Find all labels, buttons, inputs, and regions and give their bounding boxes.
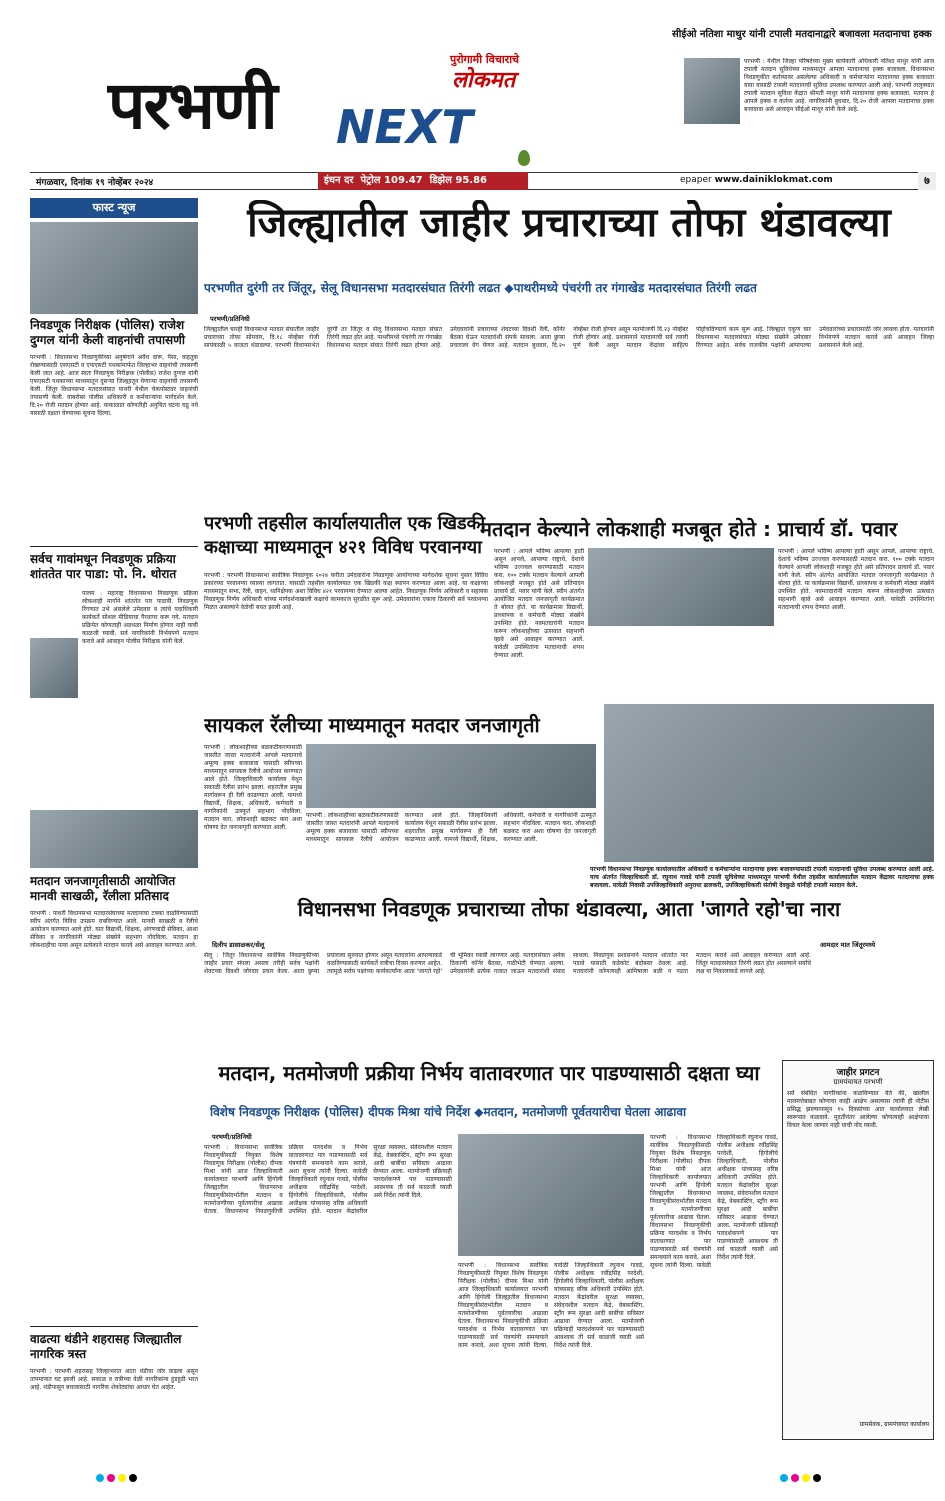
jagte-byline-2: आमदार मात जिंतूरमध्ये bbox=[820, 941, 876, 949]
top-right-headline: सीईओ नतिशा माथुर यांनी टपाली मतदानाद्वारे बजावला मतदानाचा हक्क bbox=[672, 29, 932, 40]
magenta-dot bbox=[107, 1474, 115, 1482]
cycle-body: परभणी : लोकशाहीच्या बळकटीकरणासाठी जास्तीत जास्त मतदारांनी आपले मतदानाचे अमूल्य हक्क बजावावा यासाठी स्वीपच्या माध्यमातून सायकल रॅलीचे आयोजन करण्यात आले होते. जिल्हाधिकारी कार्यालय येथून सकाळी रॅलीस प्रारंभ झाला. शहरातील प्रमुख मार्गावरून ही रॅली काढण्यात आली. यामध्ये विद्यार्थी, शिक्षक, अधिकारी, कर्मचारी व नागरिकांनी उत्स्फूर्त सहभाग नोंदविला. मतदान करा, लोकशाही बळकट करा अशा घोषणा देत जनजागृती करण्यात आली. bbox=[204, 744, 302, 831]
cyan-dot bbox=[780, 1474, 788, 1482]
tehsil-headline: परभणी तहसील कार्यालयातील एक खिडकी कक्षाच्या माध्यमातून ४२१ विविध परवानग्या bbox=[204, 513, 486, 558]
yellow-dot bbox=[118, 1474, 126, 1482]
sidebar-body-4: परभणी : परभणी शहरासह जिल्हाभरात आता थंडीचा जोर वाढला असून तापमानात घट झाली आहे. सकाळ व रात्रीच्या वेळी नागरिकांना हुडहुडी भरत आहे. थंडीपासून बचावासाठी नागरिक शेकोट्यांचा आधार घेत आहेत. bbox=[30, 1368, 198, 1391]
bottom-deck: विशेष निवडणूक निरीक्षक (पोलिस) दीपक मिश्रा यांचे निर्देश ◆मतदान, मतमोजणी पूर्वतयारीचा घेतला आढावा bbox=[210, 1105, 687, 1119]
divider bbox=[30, 546, 198, 547]
fuel-rates bbox=[318, 172, 528, 190]
pawar-body: परभणी : आपले भविष्य आपल्या हाती असून आपले, आपल्या राष्ट्राचे, देशाचे भविष्य उज्ज्वल करण्यासाठी मतदान करा. १०० टक्के मतदान केल्याने आपली लोकशाही मजबूत होते असे प्रतिपादन प्राचार्य डॉ. पवार यांनी केले. स्वीप अंतर्गत आयोजित मतदार जनजागृती कार्यक्रमात ते बोलत होते. या कार्यक्रमास विद्यार्थी, प्राध्यापक व कर्मचारी मोठ्या संख्येने उपस्थित होते. नवमतदारांनी मतदान करून लोकशाहीच्या उत्सवात सहभागी व्हावे असे आवाहन करण्यात आले. यावेळी उपस्थितांना मतदानाची शपथ देण्यात आली. bbox=[494, 548, 584, 659]
tehsil-body: परभणी : परभणी विधानसभा सार्वत्रिक निवडणूक २०२४ करीता उमेदवारांना निवडणूक आयोगाच्या मार्गदर्शक सूचना नुसार विविध प्रकारच्या परवानग्या घ्याव्या लागतात. यासाठी तहसील कार्यालयात एक खिडकी कक्ष स्थापन करण्यात आला आहे. या कक्षाच्या माध्यमातून सभा, रॅली, वाहन, ध्वनिक्षेपक अशा विविध ४२१ परवानग्या देण्यात आल्या आहेत. निवडणूक निर्णय अधिकारी व सहायक निवडणूक निर्णय अधिकारी यांच्या मार्गदर्शनाखाली कक्षाचे कामकाज सुरळीत सुरू आहे. उमेदवारांना एकाच ठिकाणी सर्व परवानग्या मिळत असल्याने वेळेची बचत झाली आहे. bbox=[204, 572, 488, 611]
next-logo: NEXT bbox=[336, 100, 473, 154]
notice-body: सर्व संबंधित नागरिकांना कळविण्यात येते की, खालील मालमत्तेबाबत कोणाचा काही आक्षेप असल्यास त्यांनी ही नोटीस प्रसिद्ध झाल्यापासून १५ दिवसांच्या आत कार्यालयात लेखी स्वरूपात कळवावे. मुदतीनंतर आलेल्या कोणत्याही आक्षेपाचा विचार केला जाणार नाही याची नोंद घ्यावी. bbox=[787, 1090, 929, 1129]
cycle-headline: सायकल रॅलीच्या माध्यमातून मतदार जनजागृती bbox=[204, 713, 540, 737]
sidebar-body-1: परभणी : विधानसभा निवडणुकीच्या अनुषंगाने अवैध दारू, पैसा, वाहतूक रोखण्यासाठी एसएसटी व एफएसटी पथकांमार्फत जिल्हाभर वाहनांची तपासणी केली जात आहे. आज स्वतः निवडणूक निरीक्षक (पोलीस) राजेश दुग्गल यांनी एफएसटी पथकाच्या माध्यमातून दुसऱ्या जिल्ह्यातून येणाऱ्या वाहनांची तपासणी केली. जिंतूर विधानसभा मतदारसंघात पाथरी येथील चेकपोस्टवर वाहनांची तपासणी केली. याबरोबर पोलीस अधिकारी व कर्मचाऱ्यांना मार्गदर्शन केले. दि.२० रोजी मतदान होणार आहे. याकाळात कोणतीही अनुचित घटना घडू नये यासाठी दक्षता घेण्याच्या सूचना दिल्या. bbox=[30, 354, 198, 417]
epaper-link[interactable] bbox=[680, 175, 833, 185]
sidebar-body-3: परभणी : पाथरी विधानसभा मतदारसंघाच्या मतदानाचा टक्का वाढविण्यासाठी स्वीप अंतर्गत विविध उपक्रम राबविण्यात आले. मानवी साखळी व रॅलीचे आयोजन करण्यात आले होते. यात विद्यार्थी, शिक्षक, अंगणवाडी सेविका, आशा सेविका व नागरिकांनी मोठ्या संख्येने सहभाग नोंदविला. मतदान हा लोकशाहीचा पाया असून प्रत्येकाने मतदान करावे असे आवाहन करण्यात आले. bbox=[30, 910, 198, 949]
lead-body: जिल्ह्यातील चारही विधानसभा मतदार संघातील जाहीर प्रचाराच्या तोफा सोमवार, दि.१८ नोव्हेंबर रोजी सायंकाळी ५ वाजता थंडावल्या. परभणी विधानसभेत दुरंगी तर जिंतूर व सेलू विधानसभा मतदार संघात तिरंगी लढत होत आहे. पाथरीमध्ये पंचरंगी तर गंगाखेड विधानसभा मतदार संघात तिरंगी लढत होणार आहे. उमेदवारांनी प्रचाराच्या शेवटच्या दिवशी रॅली, कॉर्नर बैठका घेऊन मतदारांशी संपर्क साधला. आता छुप्या प्रचाराला वेग येणार आहे. मतदान बुधवार, दि.२० नोव्हेंबर रोजी होणार असून मतमोजणी दि.२३ नोव्हेंबर रोजी होणार आहे. प्रशासनाने मतदानाची सर्व तयारी पूर्ण केली असून मतदान केंद्रांवर साहित्य पोहोचविण्याचे काम सुरू आहे. जिल्ह्यात एकूण चार विधानसभा मतदारसंघात मोठ्या संख्येने उमेदवार रिंगणात आहेत. सर्वच राजकीय पक्षांनी आपापल्या उमेदवारांच्या प्रचारासाठी जोर लावला होता. मतदारांनी निर्भयपणे मतदान करावे असे आवाहन जिल्हा प्रशासनाने केले आहे. bbox=[204, 326, 934, 349]
public-notice bbox=[782, 1060, 934, 1440]
notice-sub: ग्रामपंचायत परभणी bbox=[833, 1078, 883, 1086]
sidebar-photo-2 bbox=[30, 810, 198, 868]
jagte-body: सेलू : जिंतूर विधानसभा सार्वत्रिक निवडणुकीच्या जाहीर प्रचार संपला असला तरीही सर्वच पक्षांनी शेवटच्या दिवशी जोरदार प्रचार केला. आता छुप्या प्रचाराला सुरुवात होणार असून मतदारांना आपल्याकडे वळविण्यासाठी कार्यकर्ते रात्रीचा दिवस करणार आहेत. त्यामुळे सर्वच पक्षांच्या कार्यकर्त्यांना आता 'जागते रहो' ची भूमिका घ्यावी लागणार आहे. मतदारसंघात अनेक ठिकाणी कॉर्नर बैठका, गाठीभेटी घेण्यात आल्या. उमेदवारांनी प्रत्येक गावात जाऊन मतदारांशी संवाद साधला. निवडणूक प्रशासनाने मतदान शांततेत पार पडावे यासाठी कडेकोट बंदोबस्त ठेवला आहे. मतदारांनी कोणत्याही आमिषाला बळी न पडता मतदान करावे असे आवाहन करण्यात आले आहे. जिंतूर मतदारसंघात तिरंगी लढत होत असल्याने सर्वांचे लक्ष या निकालाकडे लागले आहे. bbox=[204, 952, 811, 975]
yellow-dot bbox=[802, 1474, 810, 1482]
college-photo bbox=[588, 548, 774, 626]
bottom-body-cont: परभणी : विधानसभा सार्वत्रिक निवडणुकीसाठी नियुक्त विशेष निवडणूक निरीक्षक (पोलीस) दीपक मिश्रा यांनी आज जिल्हाधिकारी कार्यालयात परभणी आणि हिंगोली जिल्ह्यातील विधानसभा निवडणुकीसंदर्भातील मतदान व मतमोजणीच्या पूर्वतयारीचा आढावा घेतला. विधानसभा निवडणुकीची प्रक्रिया पारदर्शक व निर्भय वातावरणात पार पाडण्यासाठी सर्व यंत्रणांनी समन्वयाने काम करावे, अशा सूचना त्यांनी दिल्या. यावेळी जिल्हाधिकारी रघुनाथ गावडे, पोलीस अधीक्षक रवींद्रसिंह परदेशी, हिंगोलीचे जिल्हाधिकारी, पोलीस अधीक्षक यांच्यासह वरिष्ठ अधिकारी उपस्थित होते. मतदान केंद्रांवरील सुरक्षा व्यवस्था, संवेदनशील मतदान केंद्रे, वेबकास्टिंग, स्ट्राँग रूम सुरक्षा आदी बाबींचा सविस्तर आढावा घेण्यात आला. मतमोजणी प्रक्रियाही पारदर्शकपणे पार पाडण्यासाठी आवश्यक ती सर्व काळजी घ्यावी असे निर्देश त्यांनी दिले. bbox=[458, 1262, 644, 1349]
pawar-body-cont: परभणी : आपले भविष्य आपल्या हाती असून आपले, आपल्या राष्ट्राचे, देशाचे भविष्य उज्ज्वल करण्यासाठी मतदान करा. १०० टक्के मतदान केल्याने आपली लोकशाही मजबूत होते असे प्रतिपादन प्राचार्य डॉ. पवार यांनी केले. स्वीप अंतर्गत आयोजित मतदार जनजागृती कार्यक्रमात ते बोलत होते. या कार्यक्रमास विद्यार्थी, प्राध्यापक व कर्मचारी मोठ्या संख्येने उपस्थित होते. नवमतदारांनी मतदान करून लोकशाहीच्या उत्सवात सहभागी व्हावे असे आवाहन करण्यात आले. यावेळी उपस्थितांना मतदानाची शपथ देण्यात आली. bbox=[778, 548, 934, 611]
brand-tagline: पुरोगामी विचाराचे bbox=[450, 53, 520, 66]
fast-news-banner bbox=[30, 198, 198, 218]
police-photo bbox=[30, 638, 78, 698]
sidebar-headline-3: मतदान जनजागृतीसाठी आयोजित मानवी साखळी, रॅलीला प्रतिसाद bbox=[30, 874, 176, 903]
page-title: परभणी bbox=[108, 67, 276, 144]
collector-voting-photo bbox=[604, 704, 934, 862]
top-right-body: परभणी : येथील जिल्हा परिषदेच्या मुख्य कार्यकारी अधिकारी नतिशा माथुर यांनी आज टपाली मतदान सुविधेच्या माध्यमातून आपला मतदानाचा हक्क बजावला. विधानसभा निवडणुकीत कर्तव्यावर असलेल्या अधिकारी व कर्मचाऱ्यांना मतदानाचा हक्क बजावता यावा यासाठी टपाली मतदानाची सुविधा उपलब्ध करण्यात आली आहे. परभणी तालुक्यात टपाली मतदान सुविधा केंद्रात श्रीमती माथुर यांनी मतदानाचा हक्क बजावला. मतदान हे आपले हक्क व कर्तव्य आहे. नागरिकांनी बुधवार, दि.२० रोजी आपला मतदानाचा हक्क बजावावा असे आवाहन सीईओ माथुर यांनी केले आहे. bbox=[744, 58, 934, 113]
fuel-drop-icon bbox=[518, 150, 530, 166]
jagte-headline: विधानसभा निवडणूक प्रचाराच्या तोफा थंडावल्या, आता 'जागते रहो'चा नारा bbox=[297, 897, 841, 921]
jagte-byline: दिलीप डासाळकर/सेलू bbox=[212, 941, 265, 949]
black-dot bbox=[129, 1474, 137, 1482]
brand-logo: लोकमत bbox=[452, 68, 516, 93]
meeting-photo bbox=[458, 1134, 644, 1256]
diesel-rate: डिझेल 95.86 bbox=[429, 175, 488, 186]
bottom-headline: मतदान, मतमोजणी प्रक्रीया निर्भय वातावरणात पार पाडण्यासाठी दक्षता घ्या bbox=[218, 1061, 760, 1085]
notice-title: जाहीर प्रगटन bbox=[836, 1068, 880, 1078]
lead-deck: परभणीत दुरंगी तर जिंतूर, सेलू विधानसभा मतदारसंघात तिरंगी लढत ◆पाथरीमध्ये पंचरंगी तर गंगाखेड मतदारसंघात तिरंगी लढत bbox=[204, 281, 757, 295]
notice-sign: ग्रामसेवक, ग्रामपंचायत कार्यालय bbox=[859, 1421, 929, 1428]
fast-news-label: फास्ट न्यूज bbox=[92, 201, 136, 214]
divider bbox=[30, 1326, 198, 1327]
sidebar-body-2: पालम : महाराष्ट्र विधानसभा निवडणूक प्रक्रिया लोकशाही मार्गाने शांततेत पार पाडावी. निवडणूक रिंगणात उभे असलेले उमेदवार व त्यांचे पदाधिकारी कार्यकर्ते सोशल मीडियाचा गैरवापर करू नये. मतदान प्रक्रियेत कोणताही अडथळा निर्माण होणार नाही याची काळजी घ्यावी. सर्व नागरिकांनी निर्भयपणे मतदान करावे असे आवाहन पोलीस निरीक्षक यांनी केले. bbox=[82, 590, 198, 645]
photo-caption: परभणी विधानसभा निवडणूक कार्यालयातील अधिकारी व कर्मचाऱ्यांना मतदानाचा हक्क बजावण्यासाठी टपाली मतदानाची सुविधा उपलब्ध करण्यात आली आहे. याच अंतर्गत जिल्हाधिकारी डॉ. रघुनाथ गावडे यांनी टपाली सुविधेच्या माध्यमातून परभणी येथील तहसील कार्यालयातील मतदान केंद्रावर मतदानाचा हक्क बजावला. यावेळी निवासी उपजिल्हाधिकारी अनुराधा ढालकरी, उपजिल्हाधिकारी संतोषी देवकुळे यांनीही टपाली मतदान केले. bbox=[590, 866, 934, 889]
sidebar-headline-4: वाढत्या थंडीने शहरासह जिल्ह्यातील नागरिक त्रस्त bbox=[30, 1332, 182, 1361]
color-registration-strip-right bbox=[780, 1474, 821, 1482]
epaper-label: epaper bbox=[680, 175, 712, 185]
color-registration-strip bbox=[96, 1474, 137, 1482]
cyan-dot bbox=[96, 1474, 104, 1482]
bottom-byline: परभणी/प्रतिनिधी bbox=[212, 1133, 252, 1141]
page-number: ७ bbox=[918, 172, 936, 190]
pawar-headline: मतदान केल्याने लोकशाही मजबूत होते : प्राचार्य डॉ. पवार bbox=[480, 517, 898, 541]
magenta-dot bbox=[791, 1474, 799, 1482]
issue-date: मंगळवार, दिनांक १९ नोव्हेंबर २०२४ bbox=[36, 178, 154, 188]
epaper-url: www.dainiklokmat.com bbox=[714, 175, 833, 185]
ceo-photo bbox=[684, 58, 740, 124]
fuel-label: इंधन दर bbox=[324, 175, 354, 186]
sidebar-headline-2: सर्वच गावांमधून निवडणूक प्रक्रिया शांततेत पार पाडा: पो. नि. थोरात bbox=[30, 552, 177, 581]
lead-headline: जिल्ह्यातील जाहीर प्रचाराच्या तोफा थंडावल्या bbox=[247, 200, 891, 246]
sidebar-photo-1 bbox=[30, 222, 198, 314]
sidebar-headline-1: निवडणूक निरीक्षक (पोलिस) राजेश दुग्गल यांनी केली वाहनांची तपासणी bbox=[30, 318, 185, 347]
bottom-body-cont-2: परभणी : विधानसभा सार्वत्रिक निवडणुकीसाठी नियुक्त विशेष निवडणूक निरीक्षक (पोलीस) दीपक मिश्रा यांनी आज जिल्हाधिकारी कार्यालयात परभणी आणि हिंगोली जिल्ह्यातील विधानसभा निवडणुकीसंदर्भातील मतदान व मतमोजणीच्या पूर्वतयारीचा आढावा घेतला. विधानसभा निवडणुकीची प्रक्रिया पारदर्शक व निर्भय वातावरणात पार पाडण्यासाठी सर्व यंत्रणांनी समन्वयाने काम करावे, अशा सूचना त्यांनी दिल्या. यावेळी जिल्हाधिकारी रघुनाथ गावडे, पोलीस अधीक्षक रवींद्रसिंह परदेशी, हिंगोलीचे जिल्हाधिकारी, पोलीस अधीक्षक यांच्यासह वरिष्ठ अधिकारी उपस्थित होते. मतदान केंद्रांवरील सुरक्षा व्यवस्था, संवेदनशील मतदान केंद्रे, वेबकास्टिंग, स्ट्राँग रूम सुरक्षा आदी बाबींचा सविस्तर आढावा घेण्यात आला. मतमोजणी प्रक्रियाही पारदर्शकपणे पार पाडण्यासाठी आवश्यक ती सर्व काळजी घ्यावी असे निर्देश त्यांनी दिले. bbox=[650, 1134, 778, 1269]
bottom-body: परभणी : विधानसभा सार्वत्रिक निवडणुकीसाठी नियुक्त विशेष निवडणूक निरीक्षक (पोलीस) दीपक मिश्रा यांनी आज जिल्हाधिकारी कार्यालयात परभणी आणि हिंगोली जिल्ह्यातील विधानसभा निवडणुकीसंदर्भातील मतदान व मतमोजणीच्या पूर्वतयारीचा आढावा घेतला. विधानसभा निवडणुकीची प्रक्रिया पारदर्शक व निर्भय वातावरणात पार पाडण्यासाठी सर्व यंत्रणांनी समन्वयाने काम करावे, अशा सूचना त्यांनी दिल्या. यावेळी जिल्हाधिकारी रघुनाथ गावडे, पोलीस अधीक्षक रवींद्रसिंह परदेशी, हिंगोलीचे जिल्हाधिकारी, पोलीस अधीक्षक यांच्यासह वरिष्ठ अधिकारी उपस्थित होते. मतदान केंद्रांवरील सुरक्षा व्यवस्था, संवेदनशील मतदान केंद्रे, वेबकास्टिंग, स्ट्राँग रूम सुरक्षा आदी बाबींचा सविस्तर आढावा घेण्यात आला. मतमोजणी प्रक्रियाही पारदर्शकपणे पार पाडण्यासाठी आवश्यक ती सर्व काळजी घ्यावी असे निर्देश त्यांनी दिले. bbox=[204, 1144, 452, 1215]
cycle-rally-photo bbox=[306, 744, 596, 808]
petrol-rate: पेट्रोल 109.47 bbox=[360, 175, 423, 186]
black-dot bbox=[813, 1474, 821, 1482]
lead-byline: परभणी/प्रतिनिधी bbox=[210, 315, 250, 323]
cycle-body-cont: परभणी : लोकशाहीच्या बळकटीकरणासाठी जास्तीत जास्त मतदारांनी आपले मतदानाचे अमूल्य हक्क बजावावा यासाठी स्वीपच्या माध्यमातून सायकल रॅलीचे आयोजन करण्यात आले होते. जिल्हाधिकारी कार्यालय येथून सकाळी रॅलीस प्रारंभ झाला. शहरातील प्रमुख मार्गावरून ही रॅली काढण्यात आली. यामध्ये विद्यार्थी, शिक्षक, अधिकारी, कर्मचारी व नागरिकांनी उत्स्फूर्त सहभाग नोंदविला. मतदान करा, लोकशाही बळकट करा अशा घोषणा देत जनजागृती करण्यात आली. bbox=[306, 812, 596, 843]
